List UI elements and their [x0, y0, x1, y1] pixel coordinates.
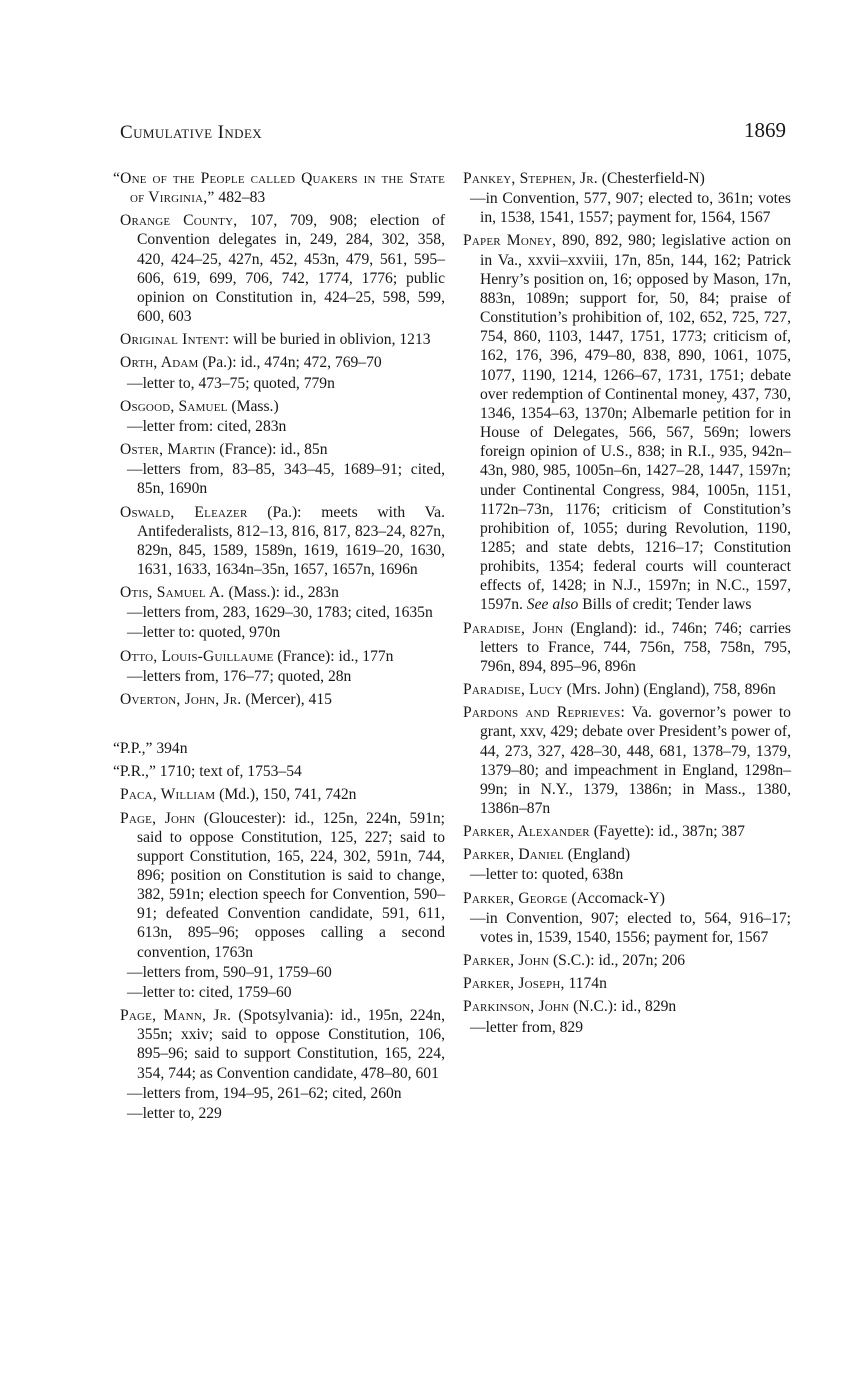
- index-entry: Paradise, Lucy (Mrs. John) (England), 758, 896n: [463, 681, 776, 699]
- index-entry: Oster, Martin (France): id., 85n: [120, 441, 328, 459]
- index-entry: Overton, John, Jr. (Mercer), 415: [120, 690, 332, 708]
- index-subentry: —letter to, 229: [127, 1104, 222, 1122]
- index-subentry: —in Convention, 577, 907; elected to, 361n; votes in, 1538, 1541, 1557; payment for, 1564, 1567: [470, 190, 791, 227]
- index-subentry: —letter to: quoted, 970n: [127, 624, 281, 642]
- index-entry: Parker, Alexander (Fayette): id., 387n; 387: [463, 823, 745, 841]
- index-entry: Paper Money, 890, 892, 980; legislative action on in Va., xxvii–xxviii, 17n, 85n, 144, 162; Patrick Henry’s position on, 16; opposed by Mason, 17n, 883n, 1089n; support for, 50, 84; praise of Constitution’s prohibition of, 102, 652, 725, 727, 754, 860, 1103, 1447, 1751, 1773; criticism of, 162, 176, 396, 479–80, 838, 890, 1061, 1075, 1077, 1190, 1214, 1266–67, 1731, 1751; debate over redemption of Continental money, 437, 730, 1346, 1354–63, 1370n; Albemarle petition for in House of Delegates, 566, 567, 569n; lowers foreign opinion of U.S., 838; in R.I., 935, 942n–43n, 980, 985, 1005n–6n, 1427–28, 1447, 1597n; under Continental Congress, 984, 1005n, 1151, 1172n–73n, 1176; criticism of Constitution’s prohibition of, 1055; during Revolution, 1190, 1285; and state debts, 1216–17; Constitution prohibits, 1354; federal courts will counteract effects of, 1428; in N.J., 1597n; in N.C., 1597, 1597n. See also Bills of credit; Tender laws: [463, 232, 791, 614]
- index-subentry: —letters from, 194–95, 261–62; cited, 260n: [127, 1084, 402, 1102]
- index-entry: Otto, Louis-Guillaume (France): id., 177n: [120, 647, 394, 665]
- index-entry: Page, Mann, Jr. (Spotsylvania): id., 195n, 224n, 355n; xxiv; said to oppose Constitution, 106, 895–96; said to support Constitution, 165, 224, 354, 744; as Convention candidate, 478–80, 601: [120, 1007, 446, 1082]
- index-entry: Pankey, Stephen, Jr. (Chesterfield-N): [463, 170, 705, 187]
- index-subentry: —letter to, 473–75; quoted, 779n: [127, 374, 335, 392]
- running-title: Cumulative Index: [120, 122, 263, 143]
- index-entry: Osgood, Samuel (Mass.): [120, 397, 279, 415]
- index-entry: Original Intent: will be buried in oblivion, 1213: [120, 331, 431, 349]
- index-entry: Orth, Adam (Pa.): id., 474n; 472, 769–70: [120, 354, 382, 372]
- right-column: [463, 169, 791, 1041]
- index-subentry: —letter to: cited, 1759–60: [127, 983, 292, 1001]
- index-entry: Parker, Joseph, 1174n: [463, 975, 607, 993]
- index-entry: Parker, John (S.C.): id., 207n; 206: [463, 952, 686, 970]
- see-also-label: See also: [526, 596, 579, 614]
- section-gap: [113, 713, 445, 739]
- index-subentry: —in Convention, 907; elected to, 564, 916–17; votes in, 1539, 1540, 1556; payment for, 1567: [470, 909, 791, 946]
- index-entry: Pardons and Reprieves: Va. governor’s power to grant, xxv, 429; debate over President’s power of, 44, 273, 327, 428–30, 448, 681, 1378–79, 1379, 1379–80; and impeachment in England, 1298n–99n; in N.Y., 1379, 1386n; in Mass., 1380, 1386n–87n: [463, 704, 791, 817]
- running-head: [120, 118, 786, 150]
- index-entry: “One of the People called Quakers in the State of Virginia,” 482–83: [113, 170, 445, 207]
- index-entry: Page, John (Gloucester): id., 125n, 224n, 591n; said to oppose Constitution, 125, 227; said to support Constitution, 165, 224, 302, 591n, 744, 896; position on Constitution is said to change, 382, 591n; election speech for Convention, 590–91; defeated Convention candidate, 591, 611, 613n, 895–96; opposes calling a second convention, 1763n: [120, 809, 445, 961]
- index-entry: Oswald, Eleazer (Pa.): meets with Va. Antifederalists, 812–13, 816, 817, 823–24, 827n, 829n, 845, 1589, 1589n, 1619, 1619–20, 1630, 1631, 1633, 1634n–35n, 1657, 1657n, 1696n: [120, 503, 445, 578]
- index-subentry: —letter from: cited, 283n: [127, 417, 287, 435]
- index-subentry: —letters from, 283, 1629–30, 1783; cited, 1635n: [127, 604, 433, 622]
- index-subentry: —letters from, 176–77; quoted, 28n: [127, 667, 352, 685]
- index-entry: Otis, Samuel A. (Mass.): id., 283n: [120, 584, 339, 602]
- index-entry: “P.P.,” 394n: [113, 740, 188, 758]
- index-entry: Paca, William (Md.), 150, 741, 742n: [120, 786, 357, 804]
- index-entry: Paradise, John (England): id., 746n; 746; carries letters to France, 744, 756n, 758, 758n, 795, 796n, 894, 895–96, 896n: [463, 619, 791, 675]
- left-column: [113, 169, 445, 1127]
- index-subentry: —letters from, 83–85, 343–45, 1689–91; cited, 85n, 1690n: [127, 461, 445, 498]
- index-subentry: —letter from, 829: [470, 1018, 584, 1036]
- index-subentry: —letter to: quoted, 638n: [470, 866, 624, 884]
- index-entry: Parker, Daniel (England): [463, 846, 631, 864]
- index-entry: Parkinson, John (N.C.): id., 829n: [463, 998, 677, 1016]
- index-subentry: —letters from, 590–91, 1759–60: [127, 963, 332, 981]
- index-entry: Orange County, 107, 709, 908; election of Convention delegates in, 249, 284, 302, 358, 420, 424–25, 427n, 452, 453n, 479, 561, 595–606, 619, 699, 706, 742, 1774, 1776; public opinion on Constitution in, 424–25, 598, 599, 600, 603: [120, 212, 445, 326]
- index-entry: “P.R.,” 1710; text of, 1753–54: [113, 763, 302, 781]
- index-entry: Parker, George (Accomack-Y): [463, 889, 665, 907]
- page-number: 1869: [744, 118, 786, 142]
